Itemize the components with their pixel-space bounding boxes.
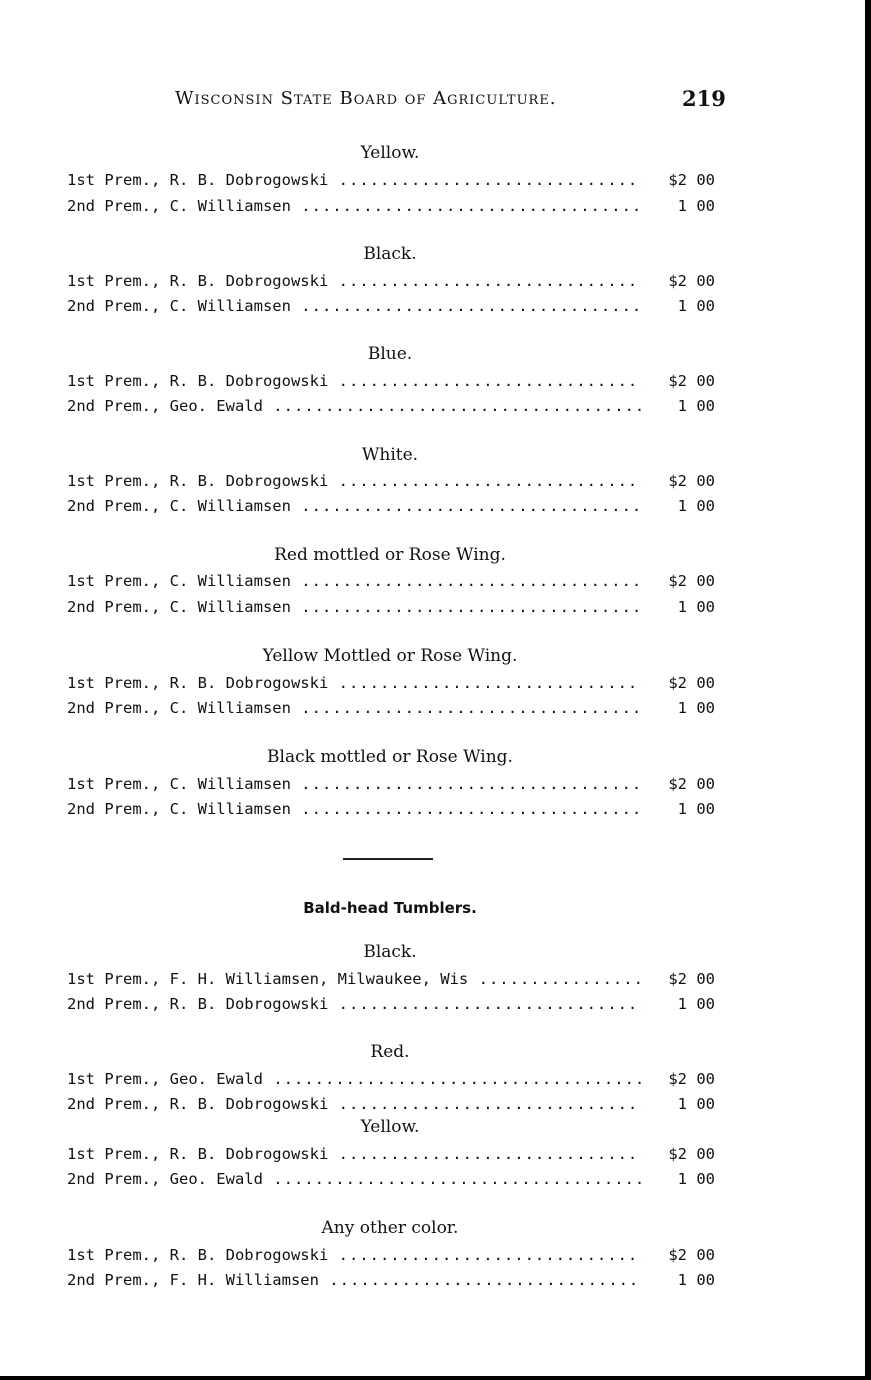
entry-text: 2nd Prem., C. Williamsen ..... [67, 798, 642, 820]
entry-amount: 1 00 [677, 397, 715, 415]
entry-text: 2nd Prem., C. Williamsen ..... [67, 596, 642, 618]
entry-text: 2nd Prem., R. B. Dobrogowski ..... [67, 993, 642, 1015]
premium-entry [67, 773, 715, 795]
section-heading: Yellow. [360, 1117, 420, 1137]
entry-text: 1st Prem., R. B. Dobrogowski ..... [67, 169, 642, 191]
section-heading: Black. [363, 942, 417, 962]
premium-entry [67, 470, 715, 492]
premium-entry [67, 370, 715, 392]
entry-amount: 1 00 [677, 1170, 715, 1188]
premium-entry [67, 195, 715, 217]
premium-entry [67, 1168, 715, 1190]
premium-entry [67, 495, 715, 517]
entry-text: 1st Prem., R. B. Dobrogowski ..... [67, 672, 642, 694]
entry-amount: $2 00 [668, 372, 715, 390]
entry-text: 2nd Prem., F. H. Williamsen ..... [67, 1269, 642, 1291]
entry-text: 1st Prem., R. B. Dobrogowski ..... [67, 370, 642, 392]
page-number: 219 [682, 86, 726, 111]
premium-entry [67, 570, 715, 592]
entry-amount: 1 00 [677, 297, 715, 315]
premium-entry [67, 1068, 715, 1090]
section-divider [343, 858, 433, 860]
entry-amount: $2 00 [668, 1246, 715, 1264]
entry-amount: 1 00 [677, 497, 715, 515]
premium-entry [67, 1093, 715, 1115]
entry-amount: 1 00 [677, 699, 715, 717]
premium-entry [67, 169, 715, 191]
entry-amount: $2 00 [668, 674, 715, 692]
entry-text: 2nd Prem., R. B. Dobrogowski ..... [67, 1093, 642, 1115]
entry-text: 1st Prem., R. B. Dobrogowski ..... [67, 470, 642, 492]
section-heading: Black mottled or Rose Wing. [267, 747, 513, 767]
section-heading: Yellow Mottled or Rose Wing. [262, 646, 518, 666]
section-heading: Yellow. [360, 143, 420, 163]
entry-amount: 1 00 [677, 598, 715, 616]
page-bottom-edge [0, 1376, 871, 1380]
entry-text: 1st Prem., C. Williamsen ..... [67, 570, 642, 592]
section-heading: Blue. [367, 344, 413, 364]
entry-text: 1st Prem., Geo. Ewald ..... [67, 1068, 642, 1090]
entry-amount: $2 00 [668, 1070, 715, 1088]
section-heading: White. [361, 445, 419, 465]
entry-amount: 1 00 [677, 1095, 715, 1113]
entry-text: 1st Prem., R. B. Dobrogowski ..... [67, 1244, 642, 1266]
entry-text: 1st Prem., R. B. Dobrogowski ..... [67, 1143, 642, 1165]
entry-amount: 1 00 [677, 197, 715, 215]
entry-text: 2nd Prem., C. Williamsen ..... [67, 495, 642, 517]
entry-amount: 1 00 [677, 800, 715, 818]
premium-entry [67, 1244, 715, 1266]
premium-entry [67, 672, 715, 694]
entry-text: 1st Prem., R. B. Dobrogowski ..... [67, 270, 642, 292]
premium-entry [67, 968, 715, 990]
entry-amount: 1 00 [677, 1271, 715, 1289]
entry-text: 1st Prem., F. H. Williamsen, Milwaukee, Wis ..... [67, 968, 642, 990]
premium-entry [67, 270, 715, 292]
premium-entry [67, 798, 715, 820]
group-title: Bald-head Tumblers. [303, 899, 477, 917]
section-heading: Red. [370, 1042, 410, 1062]
section-heading: Black. [363, 244, 417, 264]
entry-text: 2nd Prem., Geo. Ewald ..... [67, 395, 642, 417]
premium-entry [67, 395, 715, 417]
premium-entry [67, 596, 715, 618]
page-right-edge [865, 0, 871, 1380]
entry-amount: $2 00 [668, 1145, 715, 1163]
entry-amount: $2 00 [668, 970, 715, 988]
entry-amount: $2 00 [668, 272, 715, 290]
entry-amount: $2 00 [668, 775, 715, 793]
entry-text: 2nd Prem., C. Williamsen ..... [67, 295, 642, 317]
premium-entry [67, 993, 715, 1015]
entry-amount: $2 00 [668, 472, 715, 490]
premium-entry [67, 697, 715, 719]
entry-amount: 1 00 [677, 995, 715, 1013]
entry-text: 1st Prem., C. Williamsen ..... [67, 773, 642, 795]
entry-amount: $2 00 [668, 171, 715, 189]
premium-entry [67, 295, 715, 317]
entry-text: 2nd Prem., C. Williamsen ..... [67, 697, 642, 719]
entry-text: 2nd Prem., Geo. Ewald ..... [67, 1168, 642, 1190]
running-head: Wisconsin State Board of Agriculture. [175, 88, 557, 109]
section-heading: Any other color. [321, 1218, 459, 1238]
entry-text: 2nd Prem., C. Williamsen ..... [67, 195, 642, 217]
entry-amount: $2 00 [668, 572, 715, 590]
premium-entry [67, 1269, 715, 1291]
section-heading: Red mottled or Rose Wing. [274, 545, 506, 565]
premium-entry [67, 1143, 715, 1165]
